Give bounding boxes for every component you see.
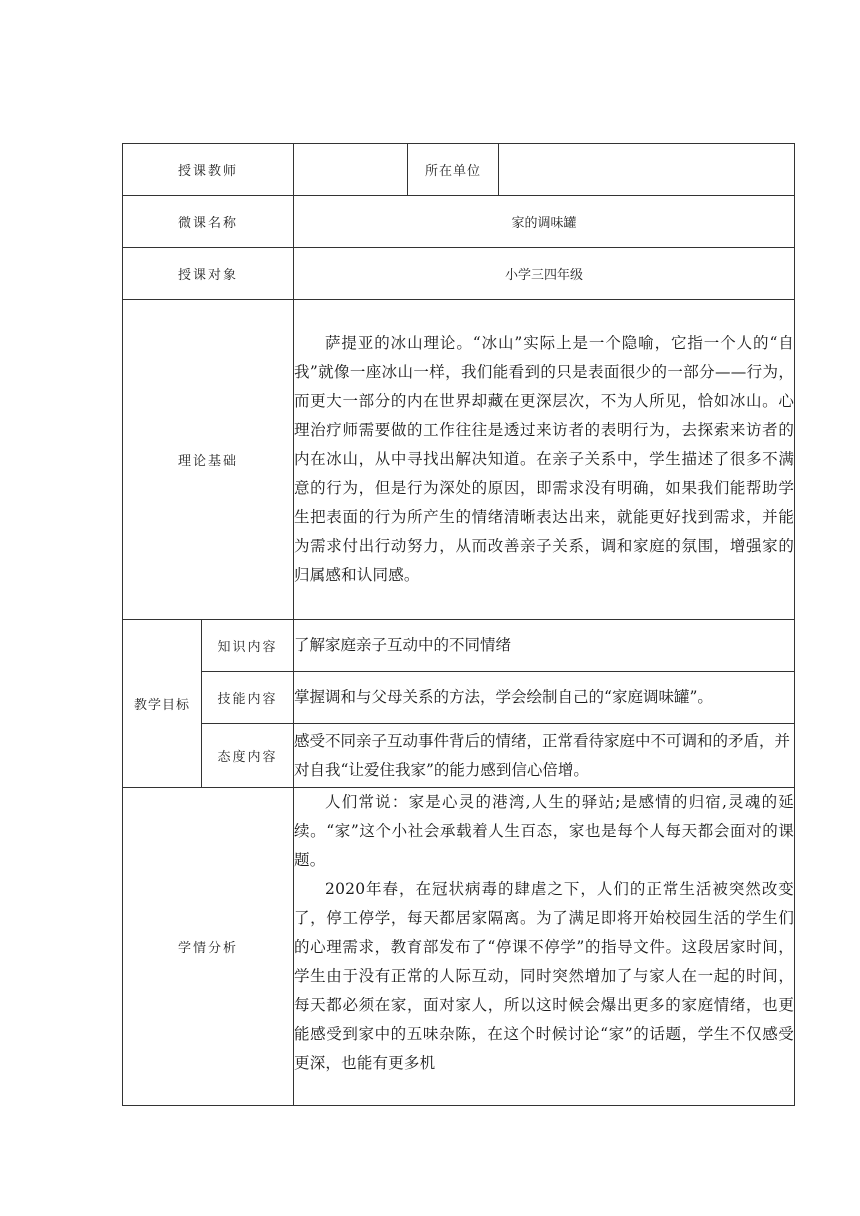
analysis-paragraph-1: 人们常说：家是心灵的港湾,人生的驿站;是感情的归宿,灵魂的延续。“家”这个小社会承载着人生百态，家也是每个人每天都会面对的课题。 <box>294 793 795 869</box>
analysis-paragraph-2: 2020年春，在冠状病毒的肆虐之下，人们的正常生活被突然改变了，停工停学，每天都居家隔离。为了满足即将开始校园生活的学生们的心理需求，教育部发布了“停课不停学”的指导文件。这段居家时间，学生由于没有正常的人际互动，同时突然增加了与家人在一起的时间，每天都必须在家，面对家人，所以这时候会爆出更多的家庭情绪，也更能感受到家中的五味杂陈，在这个时候讨论“家”的话题，学生不仅感受更深，也能有更多机 <box>294 880 795 1072</box>
goal-row-attitude <box>123 724 795 788</box>
goals-label: 教学目标 <box>123 620 202 788</box>
unit-label: 所在单位 <box>408 144 499 196</box>
unit-value-cell <box>499 144 795 196</box>
course-name-label: 微课名称 <box>123 196 294 248</box>
audience-value: 小学三四年级 <box>294 248 795 300</box>
theory-row <box>123 300 795 620</box>
theory-cell <box>294 300 795 620</box>
goal-text-knowledge: 了解家庭亲子互动中的不同情绪 <box>294 620 795 672</box>
teacher-label: 授课教师 <box>123 144 294 196</box>
analysis-cell <box>294 788 795 1106</box>
goal-text-attitude: 感受不同亲子互动事件背后的情绪，正常看待家庭中不可调和的矛盾，并对自我“让爱住我家”的能力感到信心倍增。 <box>294 724 795 788</box>
teacher-value-cell <box>294 144 408 196</box>
audience-label: 授课对象 <box>123 248 294 300</box>
lesson-info-table <box>122 143 795 1106</box>
goal-text-skill: 掌握调和与父母关系的方法，学会绘制自己的“家庭调味罐”。 <box>294 672 795 724</box>
analysis-label: 学情分析 <box>123 788 294 1106</box>
teacher-row <box>123 144 795 196</box>
goal-label-attitude: 态度内容 <box>202 724 294 788</box>
course-name-value: 家的调味罐 <box>294 196 795 248</box>
theory-text: 萨提亚的冰山理论。“冰山”实际上是一个隐喻，它指一个人的“自我”就像一座冰山一样，我们能看到的只是表面很少的一部分——行为，而更大一部分的内在世界却藏在更深层次，不为人所见，恰如冰山。心理治疗师需要做的工作往往是透过来访者的表明行为，去探索来访者的内在冰山，从中寻找出解决知道。在亲子关系中，学生描述了很多不满意的行为，但是行为深处的原因，即需求没有明确，如果我们能帮助学生把表面的行为所产生的情绪清晰表达出来，就能更好找到需求，并能为需求付出行动努力，从而改善亲子关系，调和家庭的氛围，增强家的归属感和认同感。 <box>294 334 795 584</box>
goal-row-knowledge <box>123 620 795 672</box>
goal-row-skill <box>123 672 795 724</box>
audience-row <box>123 248 795 300</box>
theory-label: 理论基础 <box>123 300 294 620</box>
goal-label-knowledge: 知识内容 <box>202 620 294 672</box>
goal-label-skill: 技能内容 <box>202 672 294 724</box>
course-name-row <box>123 196 795 248</box>
analysis-row <box>123 788 795 1106</box>
